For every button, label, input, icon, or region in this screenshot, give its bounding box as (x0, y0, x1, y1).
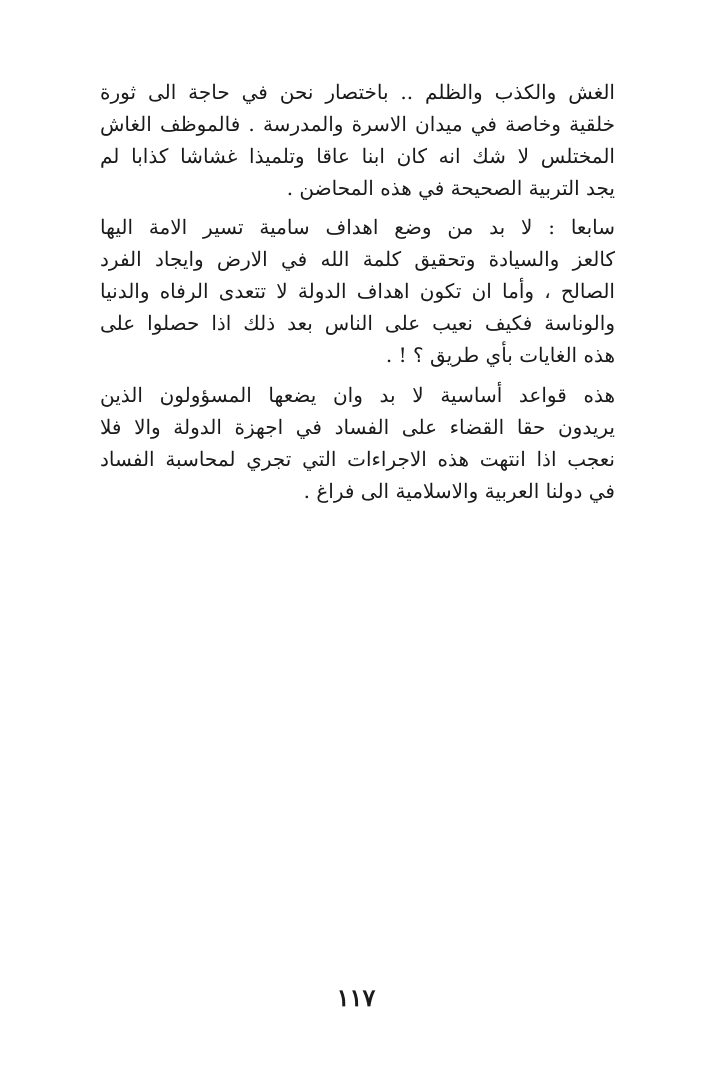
text-line: والوناسة فكيف نعيب على الناس بعد ذلك اذا حصلوا على (100, 311, 615, 335)
text-line: الغش والكذب والظلم .. باختصار نحن في حاجة الى ثورة (100, 80, 615, 104)
text-line: سابعا : لا بد من وضع اهداف سامية تسير الامة اليها (100, 215, 615, 239)
text-line: نعجب اذا انتهت هذه الاجراءات التي تجري لمحاسبة الفساد (100, 447, 615, 471)
paragraph-conclusion (100, 379, 615, 507)
text-line: يجد التربية الصحيحة في هذه المحاضن . (286, 176, 615, 200)
text-line: هذه الغايات بأي طريق ؟ ! . (385, 343, 615, 367)
paragraph-seventh-point (100, 211, 615, 371)
text-line: كالعز والسيادة وتحقيق كلمة الله في الارض وايجاد الفرد (100, 247, 615, 271)
text-line: المختلس لا شك انه كان ابنا عاقا وتلميذا غشاشا كذابا لم (100, 144, 615, 168)
paragraph-moral-revolution (100, 76, 615, 204)
text-line: يريدون حقا القضاء على الفساد في اجهزة الدولة والا فلا (100, 415, 615, 439)
page-number: ١١٧ (336, 983, 376, 1012)
text-line: الصالح ، وأما ان تكون اهداف الدولة لا تتعدى الرفاه والدنيا (100, 279, 615, 303)
text-line: خلقية وخاصة في ميدان الاسرة والمدرسة . فالموظف الغاش (100, 112, 615, 136)
text-line: هذه قواعد أساسية لا بد وان يضعها المسؤولون الذين (100, 383, 615, 407)
text-line: في دولنا العربية والاسلامية الى فراغ . (303, 479, 615, 503)
